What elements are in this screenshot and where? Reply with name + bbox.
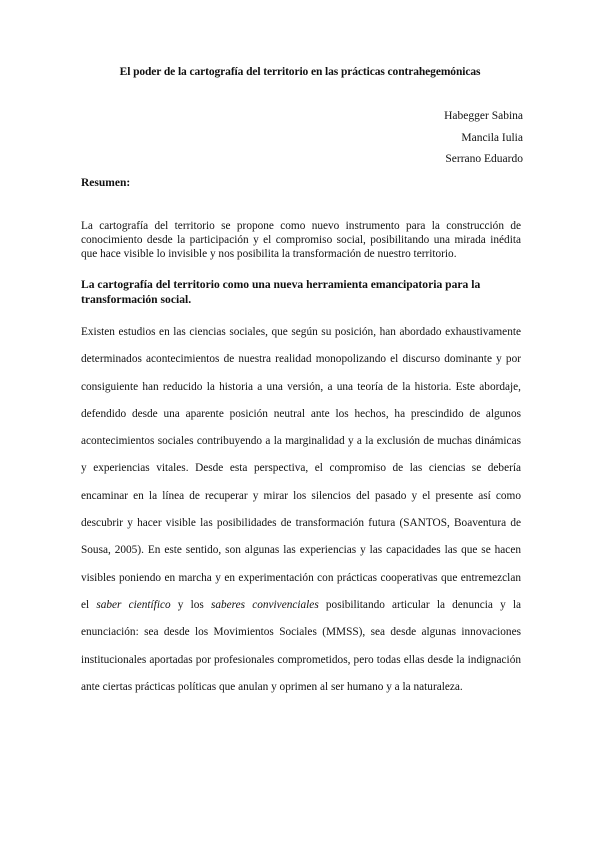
author-name: Serrano Eduardo: [445, 153, 523, 165]
body-italic-term: saberes convivenciales: [210, 598, 319, 611]
body-text-part: y los: [177, 598, 204, 611]
author-name: Mancila Iulia: [461, 131, 523, 144]
author-name: Habegger Sabina: [444, 110, 523, 122]
section-heading: La cartografía del territorio como una nueva herramienta emancipatoria para la transformación social.: [81, 278, 481, 306]
body-text-part: Existen estudios en las ciencias sociales, que según su posición, han abordado exhaustivamente determinados acontecimientos de nuestra realidad monopolizando el discurso dominante y por consiguiente han reducido la historia a una versión, a una teoría de la historia. Este abordaje, defendido desde una aparente posición neutral ante los hechos, ha prescindido de algunos acontecimientos sociales contribuyendo a la marginalidad y a la exclusión de muchas dinámicas y experiencias vitales. Desde esta perspectiva, el compromiso de las ciencias se debería encaminar en la línea de recuperar y mirar los silencios del pasado y el presente así como descubrir y hacer visible las posibilidades de transformación futura (SANTOS, Boaventura de Sousa, 2005). En este sentido, son algunas las experiencias y las capacidades las que se hacen visibles poniendo en marcha y en experimentación con prácticas cooperativas que entremezclan el: [81, 326, 521, 611]
document-title: El poder de la cartografía del territorio en las prácticas contrahegemónicas: [119, 66, 481, 78]
body-paragraph: [81, 319, 521, 701]
body-text-part: posibilitando articular la denuncia y la enunciación: sea desde los Movimientos Sociales (MMSS), sea desde algunas innovaciones institucionales aportadas por profesionales comprometidos, pero todas ellas desde la indignación ante ciertas prácticas políticas que anulan y oprimen al ser humano y a la naturaleza.: [81, 598, 522, 693]
abstract-label: Resumen:: [81, 177, 131, 189]
body-italic-term: saber científico: [96, 598, 171, 611]
author-list: [444, 106, 523, 171]
abstract-text: La cartografía del territorio se propone como nuevo instrumento para la construcción de conocimiento desde la participación y el compromiso social, posibilitando una mirada inédita que hace visible lo invisible y nos posibilita la transformación de nuestro territorio.: [81, 220, 521, 260]
